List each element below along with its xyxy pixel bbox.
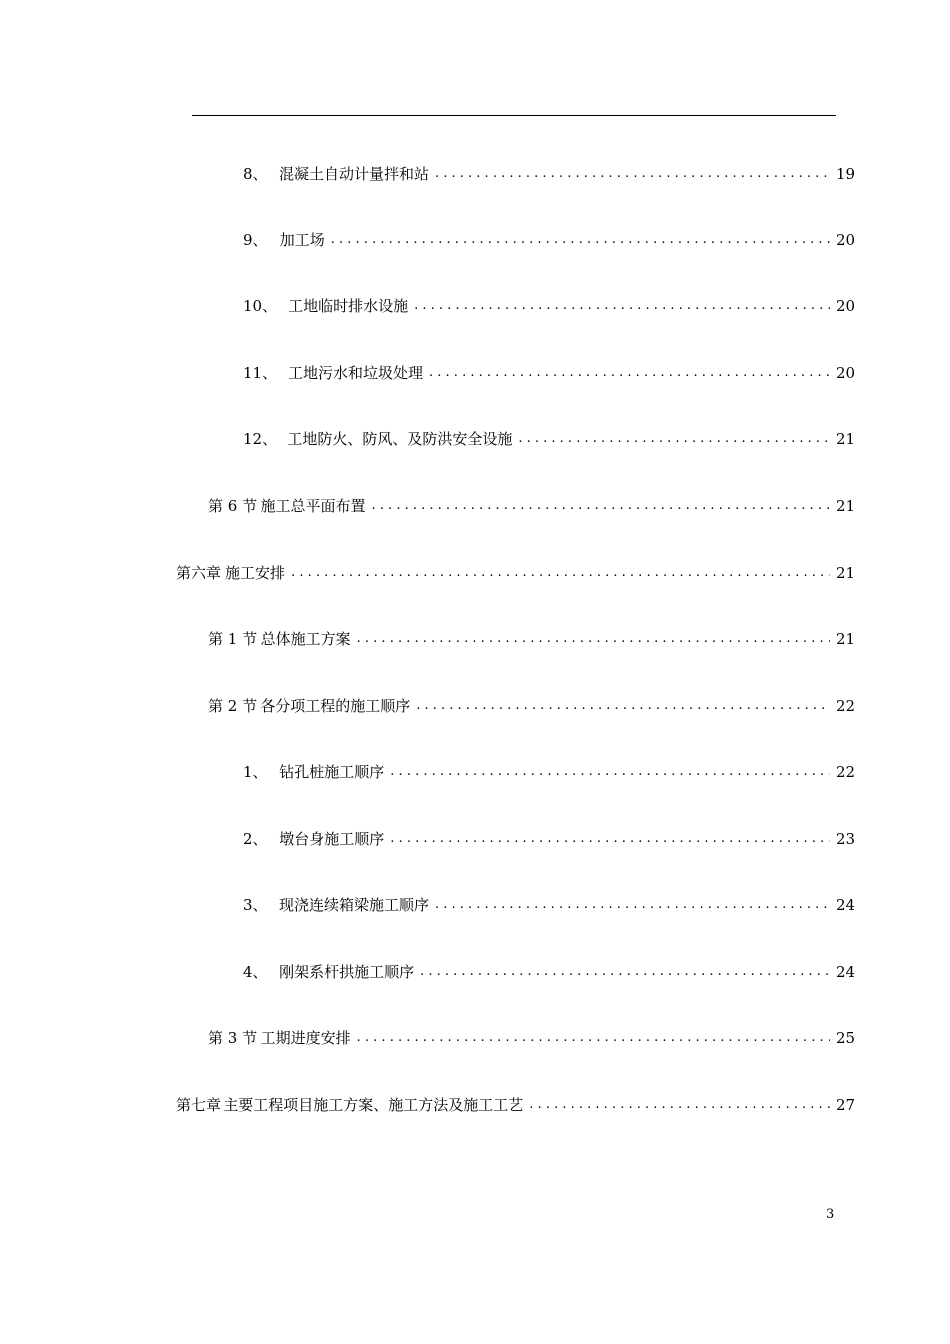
- toc-entry-page: 20: [836, 231, 856, 249]
- toc-entry-number: 8、: [243, 165, 268, 183]
- toc-entry-title: 工期进度安排: [260, 1029, 351, 1047]
- dot-leader: [518, 427, 830, 451]
- toc-entry-page: 20: [836, 297, 856, 315]
- dot-leader: [435, 162, 830, 186]
- toc-entry-number: 4、: [243, 963, 268, 981]
- toc-entry[interactable]: [243, 162, 854, 186]
- toc-entry[interactable]: [243, 361, 854, 385]
- toc-entry-page: 19: [836, 165, 856, 183]
- toc-entry[interactable]: [208, 627, 854, 651]
- toc-entry-number: 10、: [243, 297, 278, 315]
- dot-leader: [420, 960, 830, 984]
- dot-leader: [435, 893, 830, 917]
- toc-entry[interactable]: [243, 960, 854, 984]
- toc-entry[interactable]: [243, 760, 854, 784]
- toc-entry-page: 21: [836, 564, 856, 582]
- toc-entry-page: 24: [836, 896, 856, 914]
- toc-entry-title: 墩台身施工顺序: [279, 830, 385, 848]
- toc-entry-number: 第七章: [176, 1096, 222, 1114]
- toc-entry-page: 21: [836, 497, 856, 515]
- toc-entry-number: 第 3 节: [208, 1029, 258, 1047]
- toc-entry[interactable]: [243, 228, 854, 252]
- toc-entry-page: 24: [836, 963, 856, 981]
- dot-leader: [414, 294, 830, 318]
- toc-entry-title: 主要工程项目施工方案、施工方法及施工工艺: [223, 1096, 524, 1114]
- dot-leader: [331, 228, 830, 252]
- toc-entry-title: 工地临时排水设施: [288, 297, 409, 315]
- toc-entry-number: 12、: [243, 430, 278, 448]
- dot-leader: [416, 694, 830, 718]
- toc-entry-title: 混凝土自动计量拌和站: [278, 165, 429, 183]
- toc-entry-number: 11、: [243, 364, 278, 382]
- toc-entry-title: 施工总平面布置: [260, 497, 366, 515]
- toc-entry[interactable]: [208, 1026, 854, 1050]
- toc-entry-title: 刚架系杆拱施工顺序: [279, 963, 415, 981]
- toc-entry[interactable]: [176, 561, 854, 585]
- toc-entry-number: 2、: [243, 830, 268, 848]
- dot-leader: [372, 494, 830, 518]
- toc-entry-page: 21: [836, 630, 856, 648]
- toc-entry-number: 第 2 节: [208, 697, 258, 715]
- toc-entry-number: 第六章: [176, 564, 222, 582]
- toc-entry-page: 25: [836, 1029, 856, 1047]
- dot-leader: [390, 827, 830, 851]
- dot-leader: [529, 1093, 830, 1117]
- toc-entry-title: 施工安排: [225, 564, 286, 582]
- toc-entry-page: 22: [836, 697, 856, 715]
- toc-entry-page: 23: [836, 830, 856, 848]
- toc-entry-number: 3、: [243, 896, 268, 914]
- toc-entry-title: 各分项工程的施工顺序: [260, 697, 411, 715]
- toc-entry[interactable]: [243, 827, 854, 851]
- dot-leader: [291, 561, 830, 585]
- toc-entry-title: 工地污水和垃圾处理: [288, 364, 424, 382]
- toc-entry-page: 22: [836, 763, 856, 781]
- dot-leader: [357, 627, 830, 651]
- toc-entry-page: 21: [836, 430, 856, 448]
- toc-entry[interactable]: [176, 1093, 854, 1117]
- toc-entry-number: 第 1 节: [208, 630, 258, 648]
- toc-entry-title: 现浇连续箱梁施工顺序: [278, 896, 429, 914]
- toc-entry-title: 钻孔桩施工顺序: [279, 763, 385, 781]
- toc-entry[interactable]: [243, 294, 854, 318]
- page-number: 3: [826, 1207, 835, 1222]
- toc-entry[interactable]: [208, 494, 854, 518]
- dot-leader: [390, 760, 830, 784]
- toc-entry-number: 9、: [243, 231, 268, 249]
- toc-entry-number: 1、: [243, 763, 268, 781]
- toc-entry[interactable]: [208, 694, 854, 718]
- toc-entry-page: 27: [836, 1096, 856, 1114]
- toc-entry-title: 加工场: [279, 231, 325, 249]
- toc-entry[interactable]: [243, 427, 854, 451]
- toc-entry-title: 总体施工方案: [260, 630, 351, 648]
- dot-leader: [429, 361, 830, 385]
- toc-entry-page: 20: [836, 364, 856, 382]
- toc-entry[interactable]: [243, 893, 854, 917]
- toc-entry-number: 第 6 节: [208, 497, 258, 515]
- toc-entry-title: 工地防火、防风、及防洪安全设施: [287, 430, 513, 448]
- dot-leader: [357, 1026, 830, 1050]
